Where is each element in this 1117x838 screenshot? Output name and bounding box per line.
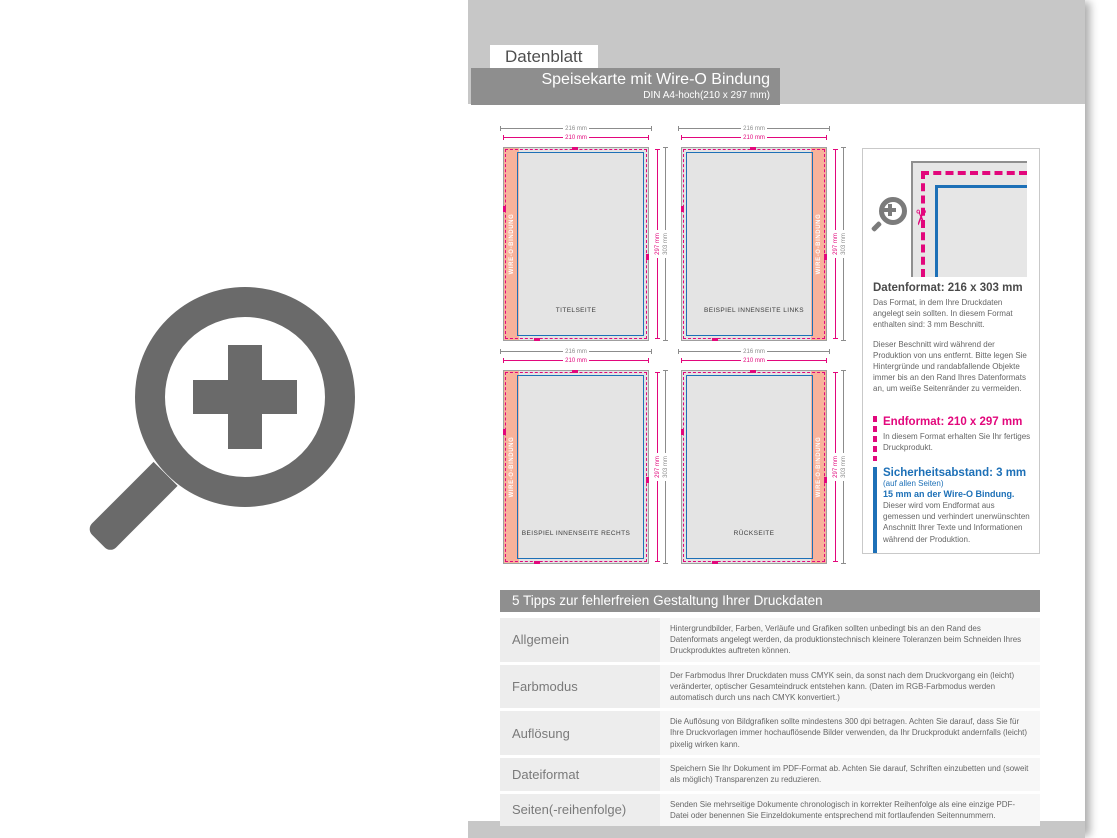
dimension-height-outer [840, 370, 847, 564]
dim-label: 303 mm [840, 456, 847, 478]
page-label: BEISPIEL INNENSEITE RECHTS [521, 530, 631, 537]
dim-label: 297 mm [832, 233, 839, 255]
tip-text: Der Farbmodus Ihrer Druckdaten muss CMYK sein, da sonst nach dem Druckvorgang ein (leicht) veränderter, optischer Gesamteindruck entstehen kann. (Daten im RGB-Farbmodus werden automatisch durch uns nach CMYK konvertiert.) [660, 665, 1040, 709]
datenformat-text-2: Dieser Beschnitt wird während der Produktion von uns entfernt. Bitte legen Sie Hintergründe und randabfallende Objekte immer bis an den Rand Ihres Datenformats an, um weiße Seitenränder zu vermeiden. [873, 339, 1027, 394]
crop-mark [750, 147, 756, 150]
tip-label: Allgemein [500, 618, 660, 662]
magnifier-handle [871, 221, 882, 232]
page-diagram-innenseite-links [675, 125, 850, 347]
dimension-height-inner [654, 149, 661, 339]
page-rect [681, 147, 827, 341]
title-bar [471, 68, 780, 105]
datasheet-sheet [468, 0, 1085, 838]
tip-text: Senden Sie mehrseitige Dokumente chronologisch in korrekter Reihenfolge als eine einzige PDF-Datei oder benennen Sie Einzeldokumente entsprechend mit fortlaufenden Seitennummern. [660, 794, 1040, 826]
dim-label: 297 mm [654, 233, 661, 255]
page-diagram-rueckseite [675, 348, 850, 570]
dimension-height-inner [832, 149, 839, 339]
info-panel [862, 148, 1040, 554]
zoom-plus-icon [95, 245, 395, 545]
tips-header: 5 Tipps zur fehlerfreien Gestaltung Ihrer Druckdaten [500, 590, 1040, 612]
page-rect [503, 370, 649, 564]
page-rect [503, 147, 649, 341]
datenformat-text-1: Das Format, in dem Ihre Druckdaten angelegt sein sollten. In diesem Format enthalten sind: 3 mm Beschnitt. [873, 298, 1013, 330]
magnifier-handle [86, 462, 177, 553]
sicherheitsabstand-solid-bar [873, 467, 877, 553]
tips-row-seitenreihenfolge [500, 794, 1040, 826]
binding-strip-label: WIRE-O-BINDUNG [508, 213, 515, 275]
plus-icon [228, 345, 262, 449]
crop-mark [681, 429, 684, 435]
corner-detail [863, 149, 1039, 277]
page-diagram-innenseite-rechts [497, 348, 672, 570]
page-subtitle: DIN A4-hoch(210 x 297 mm) [643, 90, 770, 101]
tip-text: Speichern Sie Ihr Dokument im PDF-Format ab. Achten Sie darauf, Schriften einzubetten und (soweit als möglich) Transparenzen zu reduzieren. [660, 758, 1040, 790]
plus-icon [888, 204, 892, 216]
crop-mark [572, 147, 578, 150]
crop-mark [503, 206, 506, 212]
tips-row-dateiformat [500, 758, 1040, 790]
scissors-icon: ✂ [908, 208, 932, 227]
dim-label: 303 mm [662, 233, 669, 255]
dimension-width-inner [503, 357, 649, 364]
dimension-width-outer [500, 348, 652, 355]
sicherheitsabstand-section [873, 467, 1031, 553]
dimension-width-outer [678, 348, 830, 355]
crop-mark [646, 477, 649, 483]
tip-text: Die Auflösung von Bildgrafiken sollte mindestens 300 dpi betragen. Achten Sie darauf, dass Sie für Ihre Druckvorlagen immer hochauflösende Bilder verwenden, da Ihr Druckprodukt andernfalls (leicht) pixelig wirken kann. [660, 711, 1040, 755]
endformat-title: Endformat: 210 x 297 mm [883, 416, 1023, 428]
endformat-text: In diesem Format erhalten Sie Ihr fertiges Druckprodukt. [883, 432, 1031, 453]
page-rect [681, 370, 827, 564]
dim-label: 303 mm [840, 233, 847, 255]
crop-mark [712, 561, 718, 564]
binding-strip-label: WIRE-O-BINDUNG [508, 436, 515, 498]
tips-table [500, 590, 1040, 829]
page-label: RÜCKSEITE [733, 530, 775, 537]
crop-mark [572, 370, 578, 373]
dim-label: 210 mm [565, 134, 587, 141]
tip-label: Dateiformat [500, 758, 660, 790]
tip-label: Auflösung [500, 711, 660, 755]
detail-safety-line [935, 185, 1027, 277]
dimension-width-inner [681, 357, 827, 364]
crop-mark [534, 338, 540, 341]
tips-row-allgemein [500, 618, 1040, 662]
dimension-width-outer [678, 125, 830, 132]
page-label: BEISPIEL INNENSEITE LINKS [703, 307, 805, 314]
binding-strip-label: WIRE-O-BINDUNG [815, 213, 822, 275]
tips-row-farbmodus [500, 665, 1040, 709]
datenblatt-tab: Datenblatt [490, 45, 598, 68]
page-diagram-titelseite [497, 125, 672, 347]
dim-label: 303 mm [662, 456, 669, 478]
sicherheitsabstand-subtitle: (auf allen Seiten) [883, 479, 944, 488]
dim-label: 216 mm [565, 125, 587, 132]
dim-label: 297 mm [654, 456, 661, 478]
datenformat-title: Datenformat: 216 x 303 mm [873, 282, 1023, 294]
dimension-width-inner [681, 134, 827, 141]
dim-label: 216 mm [743, 348, 765, 355]
sicherheitsabstand-title: Sicherheitsabstand: 3 mm [883, 467, 1027, 479]
page-label: TITELSEITE [555, 307, 597, 314]
dim-label: 216 mm [565, 348, 587, 355]
crop-mark [824, 254, 827, 260]
dim-label: 216 mm [743, 125, 765, 132]
dimension-height-outer [662, 370, 669, 564]
dimension-height-inner [832, 372, 839, 562]
dimension-height-inner [654, 372, 661, 562]
dim-label: 297 mm [832, 456, 839, 478]
dim-label: 210 mm [565, 357, 587, 364]
sicherheitsabstand-text: Dieser wird vom Endformat aus gemessen und verhindert unerwünschten Anschnitt Ihrer Texte und Informationen während der Produktion. [883, 501, 1030, 544]
dim-label: 210 mm [743, 134, 765, 141]
tip-label: Seiten(-reihenfolge) [500, 794, 660, 826]
dim-label: 210 mm [743, 357, 765, 364]
zoom-plus-icon-small [871, 195, 907, 235]
dimension-width-outer [500, 125, 652, 132]
crop-mark [712, 338, 718, 341]
crop-mark [681, 206, 684, 212]
crop-mark [646, 254, 649, 260]
dimension-height-outer [840, 147, 847, 341]
endformat-section [873, 416, 1031, 461]
binding-strip-label: WIRE-O-BINDUNG [815, 436, 822, 498]
crop-mark [503, 429, 506, 435]
detail-page-corner [908, 161, 1027, 277]
crop-mark [534, 561, 540, 564]
tip-text: Hintergrundbilder, Farben, Verläufe und Grafiken sollten unbedingt bis an den Rand des Datenformats angelegt werden, da produktionstechnisch kleinere Toleranzen beim Schneiden Ihres Druckproduktes auftreten können. [660, 618, 1040, 662]
crop-mark [824, 477, 827, 483]
tip-label: Farbmodus [500, 665, 660, 709]
datenformat-section [873, 282, 1031, 403]
endformat-dashed-bar [873, 416, 877, 461]
page-title: Speisekarte mit Wire-O Bindung [541, 71, 770, 88]
dimension-width-inner [503, 134, 649, 141]
dimension-height-outer [662, 147, 669, 341]
tips-row-aufloesung [500, 711, 1040, 755]
crop-mark [750, 370, 756, 373]
sicherheitsabstand-binding-note: 15 mm an der Wire-O Bindung. [883, 489, 1015, 499]
